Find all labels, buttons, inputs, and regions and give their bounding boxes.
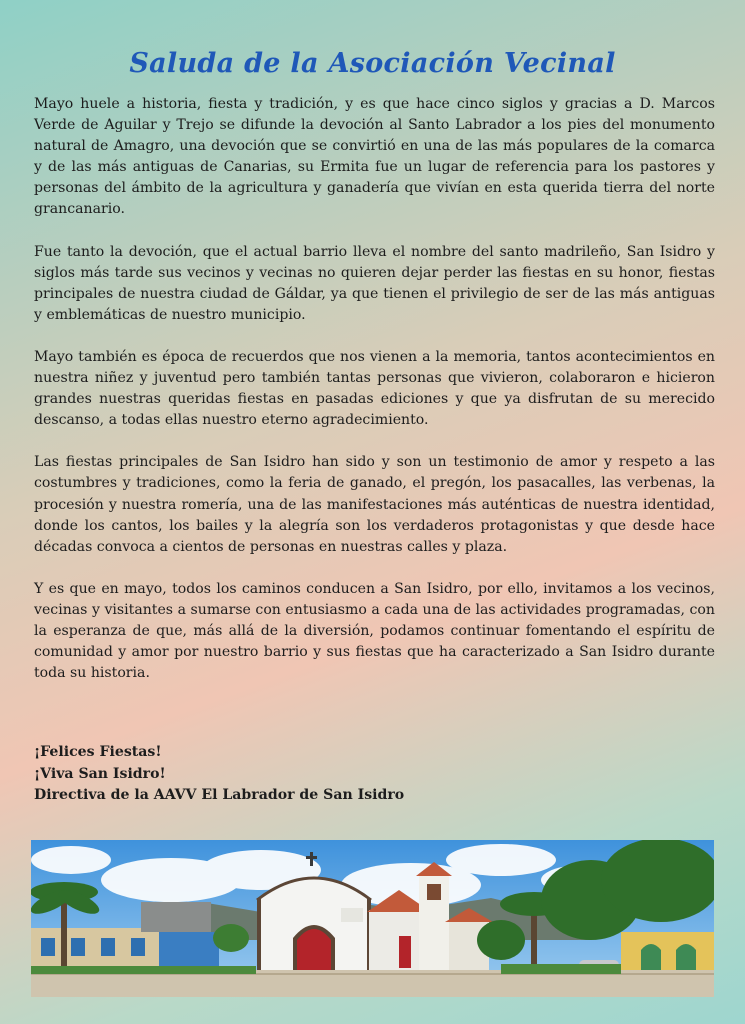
paragraph-1: Mayo huele a historia, fiesta y tradición, y es que hace cinco siglos y gracias a D. Marcos Verde de Aguilar y Trejo se difunde la devoción al Santo Labrador a los pies del monumento natural de Amagro, una devoción que se convirtió en una de las más populares de la comarca y de las más antiguas de Canarias, su Ermita fue un lugar de referencia para los pastores y personas del ámbito de la agricultura y ganadería que vivían en esta querida tierra del norte grancanario. <box>34 96 715 218</box>
closing-line-viva: ¡Viva San Isidro! <box>34 765 166 782</box>
paragraph-4: Las fiestas principales de San Isidro han sido y son un testimonio de amor y respeto a las costumbres y tradiciones, como la feria de ganado, el pregón, los pasacalles, las verbenas, la procesión y nuestra romería, una de las manifestaciones más auténticas de nuestra identidad, donde los cantos, los bailes y la alegría son los verdaderos protagonistas y que desde hace décadas convoca a cientos de personas en nuestras calles y plaza. <box>34 454 715 555</box>
paragraph-3: Mayo también es época de recuerdos que nos vienen a la memoria, tantos acontecimientos en nuestra niñez y juventud pero también tantas personas que vivieron, colaboraron e hicieron grandes nuestras queridas fiestas en pasadas ediciones y que ya disfrutan de su merecido descanso, a todas ellas nuestro eterno agradecimiento. <box>34 348 715 429</box>
closing-signature <box>34 742 715 807</box>
closing-line-directiva: Directiva de la AAVV El Labrador de San Isidro <box>34 787 405 803</box>
chapel-photo <box>31 840 714 997</box>
page-title: Saluda de la Asociación Vecinal <box>129 48 616 79</box>
paragraph-2: Fue tanto la devoción, que el actual barrio lleva el nombre del santo madrileño, San Isidro y siglos más tarde sus vecinos y vecinas no quieren dejar perder las fiestas en su honor, fiestas principales de nuestra ciudad de Gáldar, ya que tienen el privilegio de ser de las más antiguas y emblemáticas de nuestro municipio. <box>34 243 715 323</box>
letter-body <box>34 94 715 705</box>
closing-line-felices: ¡Felices Fiestas! <box>34 744 162 760</box>
chapel-photo-illustration <box>31 840 714 997</box>
paragraph-5: Y es que en mayo, todos los caminos conducen a San Isidro, por ello, invitamos a los vecinos, vecinas y visitantes a sumarse con entusiasmo a cada una de las actividades programadas, con la esperanza de que, más allá de la diversión, podamos continuar fomentando el espíritu de comunidad y amor por nuestro barrio y sus fiestas que ha caracterizado a San Isidro durante toda su historia. <box>34 580 715 682</box>
